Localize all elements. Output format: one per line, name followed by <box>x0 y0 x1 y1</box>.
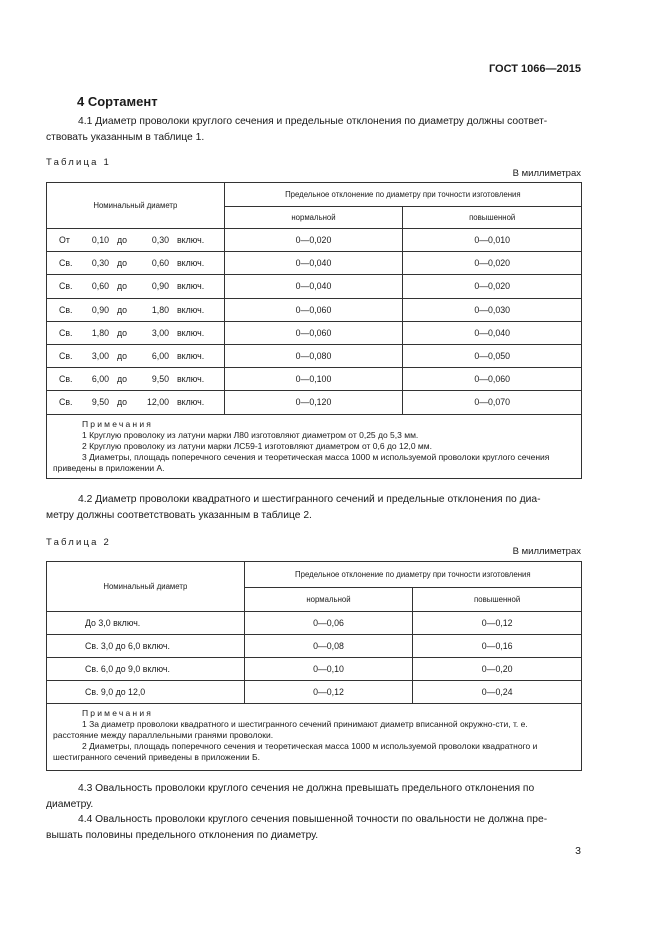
table2 <box>46 561 582 771</box>
table1-nominal-to-word: до <box>116 258 128 269</box>
table1-row <box>47 321 582 344</box>
table1-nominal-to: 0,60 <box>151 258 169 269</box>
table1-nominal-pre: Св. <box>59 374 73 385</box>
table2-row <box>47 635 582 658</box>
table2-normal-cell: 0—0,10 <box>244 658 413 681</box>
table1-nominal-to-word: до <box>116 304 128 315</box>
paragraph-4-3-line2: диаметру. <box>46 799 94 810</box>
page-number: 3 <box>575 845 581 857</box>
paragraph-4-1 <box>46 114 581 146</box>
table1-nominal-pre: Св. <box>59 327 73 338</box>
table1-nominal-to: 9,50 <box>151 374 169 385</box>
paragraph-4-4 <box>46 812 581 844</box>
table1-nominal-pre: Св. <box>59 397 73 408</box>
table1-nominal-to: 12,00 <box>146 397 169 408</box>
table1-nominal-from: 0,60 <box>91 281 109 292</box>
table2-note-1: 1 За диаметр проволоки квадратного и шестигранного сечений принимают диаметр вписанной окружно-сти, т. е. расстояние между параллельными гранями проволоки. <box>53 719 528 740</box>
table1-nominal-cell <box>47 252 225 275</box>
table1-nominal-pre: От <box>59 235 70 246</box>
table1-nominal-to: 1,80 <box>151 304 169 315</box>
table1-normal-cell: 0—0,020 <box>224 229 403 252</box>
table1-notes <box>47 414 582 478</box>
paragraph-4-1-line1: 4.1 Диаметр проволоки круглого сечения и предельные отклонения по диаметру должны соответ- <box>78 116 548 127</box>
table2-header-nominal: Номинальный диаметр <box>47 562 245 612</box>
table1-normal-cell: 0—0,100 <box>224 368 403 391</box>
table1-high-cell: 0—0,060 <box>403 368 582 391</box>
paragraph-4-4-line1: 4.4 Овальность проволоки круглого сечения повышенной точности по овальности не должна пре- <box>78 814 548 825</box>
table1-note-3: 3 Диаметры, площадь поперечного сечения и теоретическая масса 1000 м используемой проволоки круглого сечения приведены в приложении А. <box>53 451 550 473</box>
table1-normal-cell: 0—0,040 <box>224 252 403 275</box>
paragraph-4-3 <box>46 781 581 813</box>
table1-nominal-cell <box>47 229 225 252</box>
table1-nominal-pre: Св. <box>59 351 73 362</box>
table2-normal-cell: 0—0,08 <box>244 635 413 658</box>
table2-high-cell: 0—0,20 <box>413 658 582 681</box>
table1-nominal-to: 3,00 <box>151 327 169 338</box>
table1-high-cell: 0—0,020 <box>403 275 582 298</box>
table1-high-cell: 0—0,010 <box>403 229 582 252</box>
table1-row <box>47 344 582 367</box>
table1-normal-cell: 0—0,060 <box>224 298 403 321</box>
table1-nominal-incl: включ. <box>177 281 205 292</box>
table1-row <box>47 368 582 391</box>
table2-nominal-cell: Св. 9,0 до 12,0 <box>47 681 245 704</box>
table2-normal-cell: 0—0,06 <box>244 612 413 635</box>
table1-normal-cell: 0—0,040 <box>224 275 403 298</box>
table2-note-2: 2 Диаметры, площадь поперечного сечения и теоретическая масса 1000 м используемой проволоки квадратного и шестигранного сечений приведены в приложении Б. <box>53 741 538 762</box>
table1-nominal-pre: Св. <box>59 258 73 269</box>
table2-row <box>47 681 582 704</box>
section-title: 4 Сортамент <box>77 94 158 109</box>
table2-notes <box>47 704 582 771</box>
table1-nominal-incl: включ. <box>177 397 205 408</box>
table2-notes-title: Примечания <box>82 708 154 718</box>
table1-high-cell: 0—0,030 <box>403 298 582 321</box>
table2-high-cell: 0—0,12 <box>413 612 582 635</box>
table1-nominal-to-word: до <box>116 235 128 246</box>
paragraph-4-2-line1: 4.2 Диаметр проволоки квадратного и шестигранного сечений и предельные отклонения по диа- <box>78 494 541 505</box>
table1 <box>46 182 582 479</box>
paragraph-4-1-line2: ствовать указанным в таблице 1. <box>46 132 205 143</box>
table2-high-cell: 0—0,16 <box>413 635 582 658</box>
table1-nominal-cell <box>47 391 225 414</box>
table1-normal-cell: 0—0,120 <box>224 391 403 414</box>
standard-designation: ГОСТ 1066—2015 <box>488 63 581 75</box>
table1-notes-title: Примечания <box>82 418 154 429</box>
table2-row <box>47 658 582 681</box>
table1-header-deviation: Предельное отклонение по диаметру при точности изготовления <box>224 183 581 207</box>
table1-row <box>47 298 582 321</box>
table2-nominal-cell: Св. 6,0 до 9,0 включ. <box>47 658 245 681</box>
table1-nominal-from: 9,50 <box>91 397 109 408</box>
table1-nominal-pre: Св. <box>59 304 73 315</box>
table1-row <box>47 252 582 275</box>
table2-units: В миллиметрах <box>512 546 581 557</box>
table2-caption: Таблица 2 <box>46 537 111 548</box>
table1-nominal-to-word: до <box>116 351 128 362</box>
table1-nominal-cell <box>47 275 225 298</box>
table1-note-1: 1 Круглую проволоку из латуни марки Л80 изготовляют диаметром от 0,25 до 5,3 мм. <box>82 429 419 440</box>
table2-nominal-cell: До 3,0 включ. <box>47 612 245 635</box>
table1-nominal-cell <box>47 321 225 344</box>
table2-normal-cell: 0—0,12 <box>244 681 413 704</box>
table1-nominal-from: 0,30 <box>91 258 109 269</box>
table1-nominal-cell <box>47 344 225 367</box>
table1-nominal-to-word: до <box>116 374 128 385</box>
table1-row <box>47 229 582 252</box>
table1-header-nominal: Номинальный диаметр <box>47 183 225 229</box>
table1-caption: Таблица 1 <box>46 157 111 168</box>
table1-note-2: 2 Круглую проволоку из латуни марки ЛС59-1 изготовляют диаметром от 0,6 до 12,0 мм. <box>82 440 432 451</box>
paragraph-4-4-line2: вышать половины предельного отклонения по диаметру. <box>46 830 319 841</box>
table1-nominal-incl: включ. <box>177 304 205 315</box>
table1-nominal-to: 0,90 <box>151 281 169 292</box>
table1-nominal-incl: включ. <box>177 374 205 385</box>
table1-normal-cell: 0—0,080 <box>224 344 403 367</box>
table1-header-normal: нормальной <box>224 207 403 229</box>
table1-nominal-from: 1,80 <box>91 327 109 338</box>
table1-high-cell: 0—0,050 <box>403 344 582 367</box>
table1-nominal-from: 6,00 <box>91 374 109 385</box>
table1-nominal-to-word: до <box>116 327 128 338</box>
paragraph-4-2 <box>46 492 581 524</box>
table1-nominal-from: 0,90 <box>91 304 109 315</box>
table1-nominal-pre: Св. <box>59 281 73 292</box>
table1-high-cell: 0—0,070 <box>403 391 582 414</box>
table1-high-cell: 0—0,020 <box>403 252 582 275</box>
table1-high-cell: 0—0,040 <box>403 321 582 344</box>
table1-nominal-incl: включ. <box>177 351 205 362</box>
table1-nominal-cell <box>47 298 225 321</box>
table2-nominal-cell: Св. 3,0 до 6,0 включ. <box>47 635 245 658</box>
table1-nominal-incl: включ. <box>177 235 205 246</box>
table1-header-high: повышенной <box>403 207 582 229</box>
table1-nominal-to: 0,30 <box>151 235 169 246</box>
table2-row <box>47 612 582 635</box>
table1-nominal-from: 3,00 <box>91 351 109 362</box>
paragraph-4-2-line2: метру должны соответствовать указанным в таблице 2. <box>46 510 312 521</box>
table1-row <box>47 391 582 414</box>
paragraph-4-3-line1: 4.3 Овальность проволоки круглого сечения не должна превышать предельного отклонения по <box>78 783 535 794</box>
table1-nominal-to: 6,00 <box>151 351 169 362</box>
table1-nominal-incl: включ. <box>177 327 205 338</box>
table1-units: В миллиметрах <box>512 168 581 179</box>
table1-nominal-incl: включ. <box>177 258 205 269</box>
table1-nominal-from: 0,10 <box>91 235 109 246</box>
table1-nominal-to-word: до <box>116 281 128 292</box>
table1-normal-cell: 0—0,060 <box>224 321 403 344</box>
table2-header-normal: нормальной <box>244 588 413 612</box>
table2-header-deviation: Предельное отклонение по диаметру при точности изготовления <box>244 562 581 588</box>
table2-header-high: повышенной <box>413 588 582 612</box>
table2-high-cell: 0—0,24 <box>413 681 582 704</box>
table1-nominal-to-word: до <box>116 397 128 408</box>
table1-nominal-cell <box>47 368 225 391</box>
table1-row <box>47 275 582 298</box>
